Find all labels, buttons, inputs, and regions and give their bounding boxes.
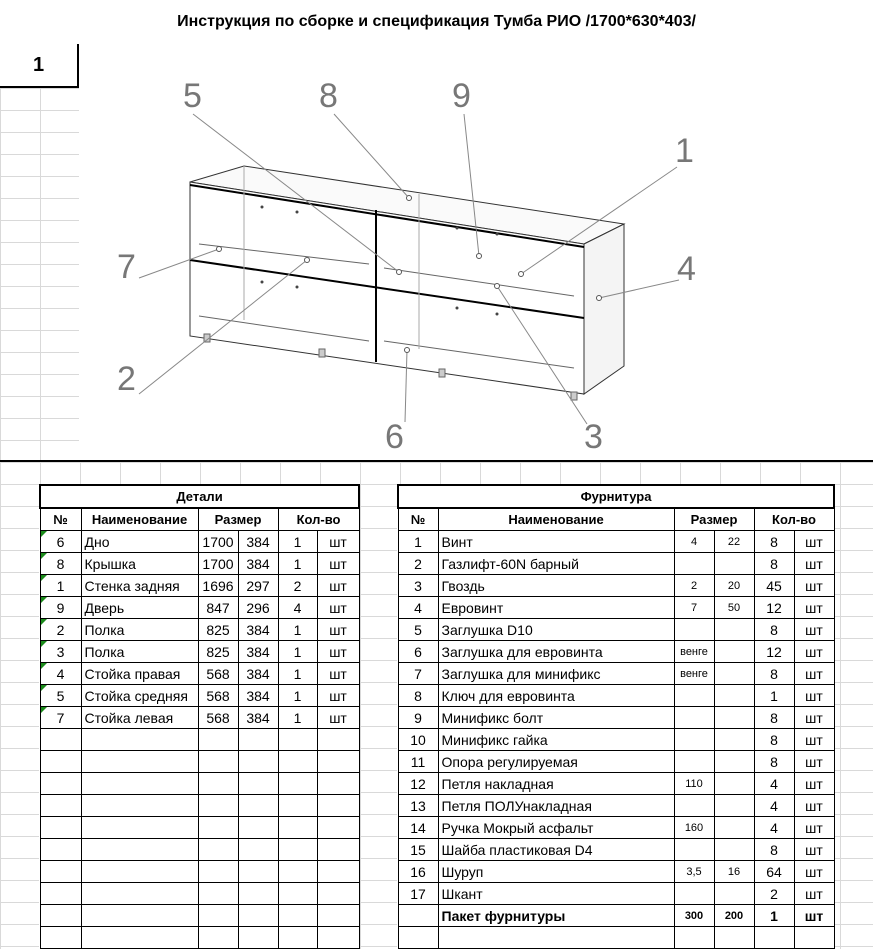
hardware-unit: шт — [794, 707, 834, 729]
hardware-no: 5 — [398, 619, 438, 641]
detail-no: 2 — [40, 619, 81, 641]
hardware-no: 9 — [398, 707, 438, 729]
empty-cell — [40, 817, 81, 839]
empty-cell — [317, 905, 359, 927]
empty-cell — [81, 817, 198, 839]
empty-cell — [40, 883, 81, 905]
hardware-row — [398, 751, 834, 773]
details-row-empty — [40, 795, 359, 817]
empty-cell — [198, 927, 238, 949]
hardware-size-1 — [674, 553, 714, 575]
hardware-size-2 — [714, 707, 754, 729]
details-row — [40, 685, 359, 707]
empty-cell — [81, 751, 198, 773]
details-row-empty — [40, 927, 359, 949]
hardware-no: 16 — [398, 861, 438, 883]
hardware-size-2 — [714, 553, 754, 575]
details-row-empty — [40, 729, 359, 751]
empty-cell — [40, 795, 81, 817]
empty-cell — [317, 927, 359, 949]
detail-width: 384 — [238, 663, 278, 685]
empty-cell — [198, 905, 238, 927]
callout-2: 2 — [117, 360, 136, 398]
hardware-unit: шт — [794, 597, 834, 619]
hardware-name: Заглушка D10 — [438, 619, 674, 641]
empty-cell — [278, 817, 317, 839]
detail-qty: 2 — [278, 575, 317, 597]
empty-cell — [794, 927, 834, 949]
empty-cell — [278, 861, 317, 883]
hardware-row — [398, 773, 834, 795]
detail-width: 297 — [238, 575, 278, 597]
empty-cell — [278, 773, 317, 795]
detail-length: 825 — [198, 619, 238, 641]
hardware-header-size: Размер — [674, 508, 754, 531]
empty-cell — [238, 817, 278, 839]
hardware-qty: 12 — [754, 597, 794, 619]
hardware-qty: 4 — [754, 795, 794, 817]
hardware-size-2 — [714, 729, 754, 751]
hardware-table — [397, 484, 835, 949]
empty-cell — [317, 817, 359, 839]
hardware-row — [398, 531, 834, 553]
hardware-qty: 8 — [754, 531, 794, 553]
hardware-size-2 — [714, 619, 754, 641]
hardware-row — [398, 707, 834, 729]
detail-name: Стойка правая — [81, 663, 198, 685]
detail-name: Дно — [81, 531, 198, 553]
hardware-unit: шт — [794, 795, 834, 817]
hardware-qty: 12 — [754, 641, 794, 663]
detail-unit: шт — [317, 663, 359, 685]
detail-no: 4 — [40, 663, 81, 685]
empty-cell — [278, 751, 317, 773]
detail-qty: 1 — [278, 553, 317, 575]
details-row — [40, 641, 359, 663]
empty-cell — [317, 751, 359, 773]
hardware-unit: шт — [794, 729, 834, 751]
hardware-size-2 — [714, 883, 754, 905]
hardware-size-2: 50 — [714, 597, 754, 619]
hardware-qty: 8 — [754, 553, 794, 575]
detail-length: 847 — [198, 597, 238, 619]
hardware-qty: 64 — [754, 861, 794, 883]
empty-cell — [198, 861, 238, 883]
detail-qty: 1 — [278, 531, 317, 553]
hardware-name: Петля накладная — [438, 773, 674, 795]
detail-qty: 4 — [278, 597, 317, 619]
hardware-no: 15 — [398, 839, 438, 861]
detail-unit: шт — [317, 707, 359, 729]
package-unit: шт — [794, 905, 834, 927]
hardware-row — [398, 883, 834, 905]
detail-unit: шт — [317, 531, 359, 553]
empty-cell — [398, 905, 438, 927]
hardware-row — [398, 729, 834, 751]
empty-cell — [238, 773, 278, 795]
details-row-empty — [40, 751, 359, 773]
empty-cell — [198, 773, 238, 795]
empty-cell — [238, 729, 278, 751]
empty-cell — [278, 883, 317, 905]
details-row-empty — [40, 839, 359, 861]
empty-cell — [317, 729, 359, 751]
details-row — [40, 707, 359, 729]
hardware-size-2 — [714, 795, 754, 817]
detail-width: 384 — [238, 531, 278, 553]
empty-cell — [238, 861, 278, 883]
empty-cell — [438, 927, 674, 949]
detail-length: 568 — [198, 663, 238, 685]
hardware-row — [398, 553, 834, 575]
hardware-size-1 — [674, 729, 714, 751]
empty-cell — [198, 839, 238, 861]
hardware-no: 6 — [398, 641, 438, 663]
empty-cell — [40, 729, 81, 751]
hardware-qty: 45 — [754, 575, 794, 597]
hardware-size-2: 22 — [714, 531, 754, 553]
package-name: Пакет фурнитуры — [438, 905, 674, 927]
hardware-qty: 8 — [754, 619, 794, 641]
hardware-size-1 — [674, 795, 714, 817]
hardware-row — [398, 861, 834, 883]
hardware-no: 12 — [398, 773, 438, 795]
hardware-size-2: 20 — [714, 575, 754, 597]
hardware-size-1: венге — [674, 663, 714, 685]
hardware-name: Опора регулируемая — [438, 751, 674, 773]
detail-qty: 1 — [278, 619, 317, 641]
empty-cell — [674, 927, 714, 949]
hardware-size-2 — [714, 839, 754, 861]
hardware-unit: шт — [794, 861, 834, 883]
hardware-no: 1 — [398, 531, 438, 553]
hardware-size-1 — [674, 685, 714, 707]
detail-name: Стойка средняя — [81, 685, 198, 707]
hardware-name: Заглушка для евровинта — [438, 641, 674, 663]
details-row-empty — [40, 861, 359, 883]
details-header-name: Наименование — [81, 508, 198, 531]
hardware-no: 10 — [398, 729, 438, 751]
hardware-size-2 — [714, 817, 754, 839]
hardware-row — [398, 817, 834, 839]
sheet-number: 1 — [0, 44, 79, 88]
hardware-row — [398, 575, 834, 597]
hardware-unit: шт — [794, 575, 834, 597]
detail-unit: шт — [317, 575, 359, 597]
hardware-name: Ключ для евровинта — [438, 685, 674, 707]
detail-no: 8 — [40, 553, 81, 575]
hardware-no: 7 — [398, 663, 438, 685]
callout-3: 3 — [584, 418, 603, 456]
hardware-size-2 — [714, 773, 754, 795]
hardware-caption: Фурнитура — [398, 485, 834, 508]
empty-cell — [238, 905, 278, 927]
details-header-size: Размер — [198, 508, 278, 531]
hardware-row — [398, 795, 834, 817]
detail-name: Крышка — [81, 553, 198, 575]
empty-cell — [238, 927, 278, 949]
hardware-unit: шт — [794, 619, 834, 641]
detail-qty: 1 — [278, 663, 317, 685]
assembly-drawing — [79, 44, 873, 460]
hardware-size-1 — [674, 707, 714, 729]
hardware-unit: шт — [794, 751, 834, 773]
detail-qty: 1 — [278, 685, 317, 707]
empty-cell — [238, 795, 278, 817]
hardware-no: 4 — [398, 597, 438, 619]
hardware-row — [398, 619, 834, 641]
hardware-no: 2 — [398, 553, 438, 575]
detail-name: Полка — [81, 641, 198, 663]
details-row-empty — [40, 883, 359, 905]
detail-no: 1 — [40, 575, 81, 597]
empty-cell — [81, 883, 198, 905]
details-row — [40, 619, 359, 641]
empty-cell — [198, 751, 238, 773]
hardware-unit: шт — [794, 883, 834, 905]
hardware-size-2 — [714, 685, 754, 707]
detail-unit: шт — [317, 641, 359, 663]
empty-cell — [40, 839, 81, 861]
empty-cell — [278, 905, 317, 927]
detail-unit: шт — [317, 597, 359, 619]
hardware-size-2 — [714, 641, 754, 663]
detail-name: Дверь — [81, 597, 198, 619]
hardware-size-1: 110 — [674, 773, 714, 795]
package-qty: 1 — [754, 905, 794, 927]
hardware-qty: 8 — [754, 707, 794, 729]
empty-cell — [278, 839, 317, 861]
hardware-qty: 4 — [754, 773, 794, 795]
details-row — [40, 597, 359, 619]
hardware-row — [398, 839, 834, 861]
hardware-name: Минификс гайка — [438, 729, 674, 751]
hardware-unit: шт — [794, 773, 834, 795]
hardware-row — [398, 641, 834, 663]
callout-7: 7 — [117, 248, 136, 286]
detail-width: 384 — [238, 553, 278, 575]
hardware-row-empty — [398, 927, 834, 949]
empty-cell — [40, 773, 81, 795]
details-row — [40, 663, 359, 685]
empty-cell — [238, 751, 278, 773]
hardware-size-1 — [674, 619, 714, 641]
empty-cell — [317, 839, 359, 861]
hardware-name: Шуруп — [438, 861, 674, 883]
empty-cell — [81, 839, 198, 861]
hardware-header-no: № — [398, 508, 438, 531]
hardware-name: Заглушка для минификс — [438, 663, 674, 685]
empty-cell — [40, 927, 81, 949]
detail-width: 296 — [238, 597, 278, 619]
empty-cell — [754, 927, 794, 949]
empty-cell — [238, 839, 278, 861]
hardware-name: Шкант — [438, 883, 674, 905]
empty-cell — [81, 905, 198, 927]
hardware-no: 3 — [398, 575, 438, 597]
hardware-unit: шт — [794, 531, 834, 553]
hardware-package-row — [398, 905, 834, 927]
empty-cell — [198, 817, 238, 839]
detail-unit: шт — [317, 685, 359, 707]
detail-width: 384 — [238, 641, 278, 663]
section-divider — [0, 460, 873, 462]
details-row — [40, 575, 359, 597]
hardware-name: Гвоздь — [438, 575, 674, 597]
hardware-unit: шт — [794, 641, 834, 663]
hardware-unit: шт — [794, 685, 834, 707]
empty-cell — [714, 927, 754, 949]
hardware-name: Петля ПОЛУнакладная — [438, 795, 674, 817]
empty-cell — [238, 883, 278, 905]
detail-qty: 1 — [278, 707, 317, 729]
empty-cell — [81, 927, 198, 949]
hardware-name: Ручка Мокрый асфальт — [438, 817, 674, 839]
empty-cell — [398, 927, 438, 949]
empty-cell — [81, 773, 198, 795]
detail-no: 7 — [40, 707, 81, 729]
empty-cell — [198, 795, 238, 817]
empty-cell — [81, 729, 198, 751]
hardware-qty: 2 — [754, 883, 794, 905]
hardware-no: 14 — [398, 817, 438, 839]
empty-cell — [81, 861, 198, 883]
details-row — [40, 553, 359, 575]
empty-cell — [278, 729, 317, 751]
hardware-unit: шт — [794, 817, 834, 839]
empty-cell — [278, 927, 317, 949]
empty-cell — [40, 751, 81, 773]
callout-5: 5 — [183, 77, 202, 115]
page-title: Инструкция по сборке и спецификация Тумба РИО /1700*630*403/ — [0, 0, 873, 46]
detail-name: Стенка задняя — [81, 575, 198, 597]
detail-length: 1696 — [198, 575, 238, 597]
detail-no: 5 — [40, 685, 81, 707]
detail-length: 1700 — [198, 553, 238, 575]
hardware-unit: шт — [794, 663, 834, 685]
hardware-row — [398, 663, 834, 685]
hardware-size-2 — [714, 663, 754, 685]
hardware-size-1: венге — [674, 641, 714, 663]
callout-6: 6 — [385, 418, 404, 456]
hardware-name: Минификс болт — [438, 707, 674, 729]
detail-unit: шт — [317, 553, 359, 575]
empty-cell — [317, 795, 359, 817]
hardware-size-1: 7 — [674, 597, 714, 619]
callout-9: 9 — [452, 77, 471, 115]
hardware-size-1: 4 — [674, 531, 714, 553]
hardware-size-1 — [674, 839, 714, 861]
hardware-qty: 8 — [754, 751, 794, 773]
empty-cell — [317, 861, 359, 883]
details-row-empty — [40, 905, 359, 927]
hardware-size-2 — [714, 751, 754, 773]
detail-length: 825 — [198, 641, 238, 663]
detail-length: 568 — [198, 685, 238, 707]
empty-cell — [317, 773, 359, 795]
detail-length: 1700 — [198, 531, 238, 553]
hardware-size-1: 2 — [674, 575, 714, 597]
hardware-row — [398, 685, 834, 707]
detail-unit: шт — [317, 619, 359, 641]
hardware-header-qty: Кол-во — [754, 508, 834, 531]
cabinet-drawing — [79, 44, 873, 460]
empty-cell — [198, 883, 238, 905]
callout-8: 8 — [319, 77, 338, 115]
hardware-name: Винт — [438, 531, 674, 553]
hardware-unit: шт — [794, 839, 834, 861]
detail-name: Стойка левая — [81, 707, 198, 729]
hardware-name: Газлифт-60N барный — [438, 553, 674, 575]
hardware-size-1: 3,5 — [674, 861, 714, 883]
hardware-name: Шайба пластиковая D4 — [438, 839, 674, 861]
detail-qty: 1 — [278, 641, 317, 663]
detail-no: 3 — [40, 641, 81, 663]
detail-width: 384 — [238, 707, 278, 729]
hardware-size-2: 16 — [714, 861, 754, 883]
hardware-no: 11 — [398, 751, 438, 773]
hardware-qty: 8 — [754, 729, 794, 751]
details-header-no: № — [40, 508, 81, 531]
callout-1: 1 — [675, 132, 694, 170]
details-table — [39, 484, 360, 949]
hardware-qty: 4 — [754, 817, 794, 839]
detail-width: 384 — [238, 685, 278, 707]
details-header-qty: Кол-во — [278, 508, 359, 531]
detail-width: 384 — [238, 619, 278, 641]
hardware-no: 17 — [398, 883, 438, 905]
details-row-empty — [40, 817, 359, 839]
details-row — [40, 531, 359, 553]
hardware-qty: 8 — [754, 663, 794, 685]
empty-cell — [40, 905, 81, 927]
empty-cell — [81, 795, 198, 817]
hardware-size-1 — [674, 751, 714, 773]
callout-4: 4 — [677, 250, 696, 288]
detail-name: Полка — [81, 619, 198, 641]
hardware-qty: 8 — [754, 839, 794, 861]
hardware-header-name: Наименование — [438, 508, 674, 531]
hardware-size-1: 160 — [674, 817, 714, 839]
hardware-qty: 1 — [754, 685, 794, 707]
detail-length: 568 — [198, 707, 238, 729]
empty-cell — [317, 883, 359, 905]
details-row-empty — [40, 773, 359, 795]
empty-cell — [278, 795, 317, 817]
hardware-row — [398, 597, 834, 619]
empty-cell — [198, 729, 238, 751]
hardware-size-1 — [674, 883, 714, 905]
hardware-no: 13 — [398, 795, 438, 817]
hardware-unit: шт — [794, 553, 834, 575]
detail-no: 9 — [40, 597, 81, 619]
detail-no: 6 — [40, 531, 81, 553]
package-size-1: 300 — [674, 905, 714, 927]
package-size-2: 200 — [714, 905, 754, 927]
empty-cell — [40, 861, 81, 883]
details-caption: Детали — [40, 485, 359, 508]
hardware-name: Евровинт — [438, 597, 674, 619]
hardware-no: 8 — [398, 685, 438, 707]
